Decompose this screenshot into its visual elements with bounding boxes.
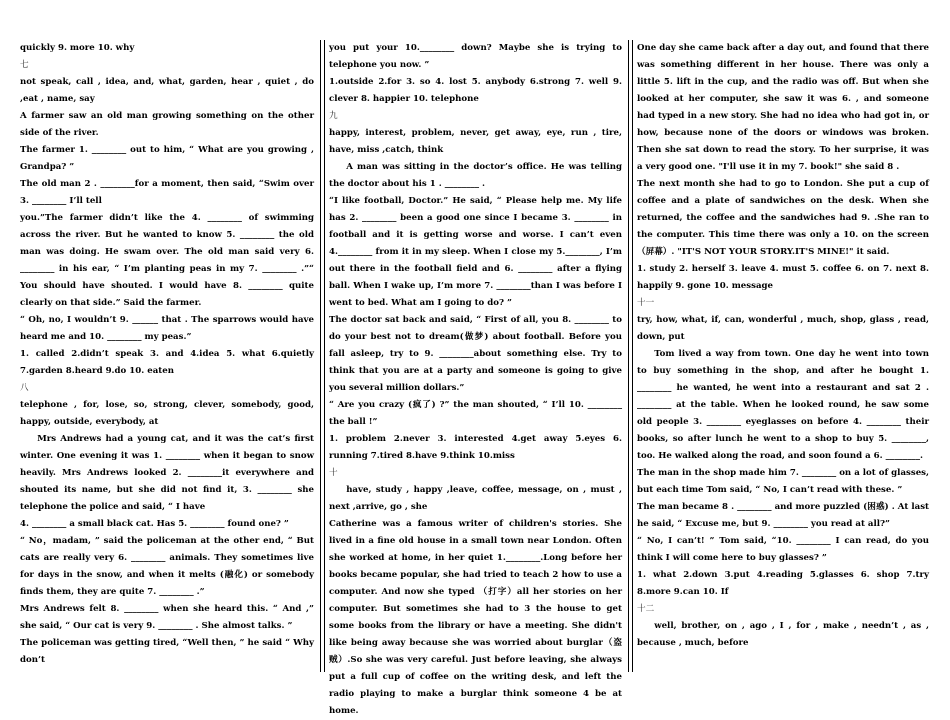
section-number: 十二 — [637, 604, 655, 614]
text-column-left — [20, 40, 314, 672]
paragraph: One day she came back after a day out, and found that there was something different in her house. There was only a little 5. lift in the cup, and the radio was off. But when she looked at her computer, she saw it was 6. , and someone had typed in a new story. She had no idea who had got in, or how, because none of the doors or windows was broken. Then she sat down to read the story. To her surprise, it was a very good one. "I'll use it in my 7. book!" she said 8 . — [637, 43, 929, 172]
column-divider — [632, 40, 633, 672]
paragraph: The farmer 1. ________ out to him, “ What are you growing , Grandpa? ” — [20, 145, 314, 172]
paragraph: 1. called 2.didn’t speak 3. and 4.idea 5. what 6.quietly 7.garden 8.heard 9.do 10. eaten — [20, 349, 314, 376]
word-bank: happy, interest, problem, never, get away, eye, run , tire, have, miss ,catch, think — [329, 128, 622, 155]
paragraph: well, brother, on , ago , I , for , make , needn’t , as , because , much, before — [637, 621, 929, 648]
section-number: 十 — [329, 468, 338, 478]
paragraph: The policeman was getting tired, “Well then, ” he said “ Why don’t — [20, 638, 314, 665]
paragraph: The man became 8 . ________ and more puzzled (困惑) . At last he said, “ Excuse me, but 9. ________ you read at all?” — [637, 502, 929, 529]
paragraph: The old man 2 . ________for a moment, then said, “Swim over 3. ________ I’ll tell — [20, 179, 314, 206]
paragraph: “ Oh, no, I wouldn’t 9. ______ that . The sparrows would have heard me and 10. ________ my peas.” — [20, 315, 314, 342]
paragraph: Mrs Andrews had a young cat, and it was the cat’s first winter. One evening it was 1. ________ when it began to snow heavily. Mrs Andrews looked 2. ________it everywhere and shouted its name, but she did not find it, 3. ________ she telephone the police and said, “ I have — [20, 434, 314, 512]
text-column-right — [637, 40, 929, 672]
word-bank: telephone , for, lose, so, strong, clever, somebody, good, happy, outside, everybody, at — [20, 400, 314, 427]
paragraph: you put your 10.________ down? Maybe she is trying to telephone you now. ” — [329, 43, 622, 70]
paragraph: Catherine was a famous writer of children's stories. She lived in a fine old house in a small town near London. Often she worked at home, in her quiet 1.________.Long before her books became popular, she had tried to teach 2 how to use a computer. And now she typed （打字）all her stories on her computer. But sometimes she had to 3 the house to get some books from the library or have a meeting. She didn't like being away because she was worried about burglar（盗贼）.So she was very careful. Just before leaving, she always put a full cup of coffee on the writing desk, and left the radio playing to make a burglar think someone 4 be at home. — [329, 519, 622, 716]
paragraph: “ No, I can’t! ” Tom said, “10. ________ I can read, do you think I will come here to buy glasses? ” — [637, 536, 929, 563]
paragraph: The next month she had to go to London. She put a cup of coffee and a plate of sandwiches on the desk. When she returned, the coffee and the sandwiches had 9. .She ran to the computer. This time there was only a 10. on the screen（屏幕）. "IT'S NOT YOUR STORY.IT'S MINE!" it said. — [637, 179, 929, 257]
paragraph: “ No，madam, ” said the policeman at the other end, “ But cats are really very 6. ________ animals. They sometimes live for days in the snow, and when it melts (融化) or somebody finds them, they are quite 7. ________ .” — [20, 536, 314, 597]
text-column-middle — [329, 40, 622, 716]
paragraph: “I like football, Doctor.” He said, “ Please help me. My life has 2. ________ been a good one since I became 3. ________ in football and it is getting worse and worse. I can’t even 4.________ from it in my sleep. When I close my 5.________, I’m out there in the football field and 6. ________ after a flying ball. When I wake up, I’m more 7. ________than I was before I went to bed. What am I going to do? ” — [329, 196, 622, 308]
paragraph: The man in the shop made him 7. ________ on a lot of glasses, but each time Tom said, “ No, I can’t read with these. ” — [637, 468, 929, 495]
section-number: 七 — [20, 60, 29, 70]
paragraph: quickly 9. more 10. why — [20, 43, 135, 53]
paragraph: A farmer saw an old man growing something on the other side of the river. — [20, 111, 314, 138]
section-number: 十一 — [637, 298, 655, 308]
column-divider — [324, 40, 325, 672]
section-number: 八 — [20, 383, 29, 393]
paragraph: 1. problem 2.never 3. interested 4.get away 5.eyes 6. running 7.tired 8.have 9.think 10.miss — [329, 434, 622, 461]
paragraph: 4. ________ a small black cat. Has 5. ________ found one? ” — [20, 519, 289, 529]
column-divider — [628, 40, 629, 672]
word-bank: not speak, call , idea, and, what, garden, hear , quiet , do ,eat , name, say — [20, 77, 314, 104]
paragraph: The doctor sat back and said, “ First of all, you 8. ________ to do your best not to dream(做梦) about football. Before you fall asleep, try to 9. ________about something else. Try to think that you are at a party and someone is going to give you several million dollars.” — [329, 315, 622, 393]
paragraph: A man was sitting in the doctor’s office. He was telling the doctor about his 1 . ________ . — [329, 162, 622, 189]
word-bank: try, how, what, if, can, wonderful , much, shop, glass , read, down, put — [637, 315, 929, 342]
paragraph: Mrs Andrews felt 8. ________ when she heard this. “ And ,” she said, “ Our cat is very 9. ________ . She almost talks. ” — [20, 604, 314, 631]
paragraph: Tom lived a way from town. One day he went into town to buy something in the shop, and after he bought 1. ________ he wanted, he went into a restaurant and sat 2 . ________ at the table. When he looked round, he saw some old people 3. ________ eyeglasses on before 4. ________ their books, so after lunch he went to a shop to buy 5. ________, too. He walked along the road, and soon found a 6. ________. — [637, 349, 929, 461]
paragraph: 1.outside 2.for 3. so 4. lost 5. anybody 6.strong 7. well 9. clever 8. happier 10. telephone — [329, 77, 622, 104]
section-number: 九 — [329, 111, 338, 121]
paragraph: have, study , happy ,leave, coffee, message, on , must , next ,arrive, go , she — [329, 485, 622, 512]
column-divider — [320, 40, 321, 672]
paragraph: 1. study 2. herself 3. leave 4. must 5. coffee 6. on 7. next 8. happily 9. gone 10. message — [637, 264, 929, 291]
paragraph: 1. what 2.down 3.put 4.reading 5.glasses 6. shop 7.try 8.more 9.can 10. If — [637, 570, 929, 597]
paragraph: you.”The farmer didn’t like the 4. ________ of swimming across the river. But he wanted to know 5. ________ the old man was doing. He swam over. The old man said very 6. ________ in his ear, “ I’m planting peas in my 7. ________ .”“ You should have shouted. I would have 8. ________ quite clearly on that side.” Said the farmer. — [20, 213, 314, 308]
paragraph: “ Are you crazy (疯了) ?” the man shouted, “ I’ll 10. ________ the ball !” — [329, 400, 622, 427]
